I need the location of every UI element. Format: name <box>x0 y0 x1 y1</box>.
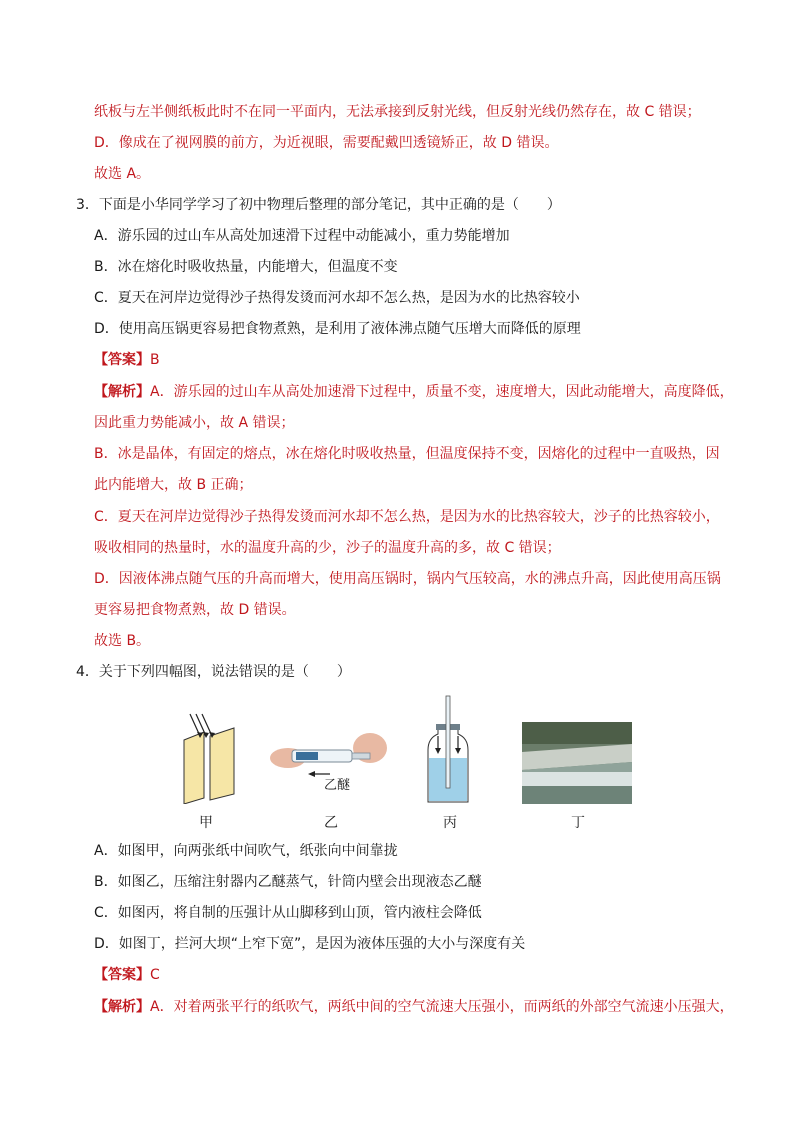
q4-answer <box>94 965 160 985</box>
q3-analysis-line-3: B．冰是晶体，有固定的熔点，冰在熔化时吸收热量，但温度保持不变，因熔化的过程中一直吸热，因 <box>94 446 720 462</box>
q4-stem: 4．关于下列四幅图，说法错误的是（ ） <box>76 664 351 680</box>
q3-analysis-text: A．游乐园的过山车从高处加速滑下过程中，质量不变，速度增大，因此动能增大，高度降低， <box>150 384 734 400</box>
q3-analysis-line-8: 更容易把食物煮熟，故 D 错误。 <box>94 602 296 618</box>
q4-analysis-tag: 【解析】 <box>94 999 150 1015</box>
q4-analysis-line-1 <box>94 997 734 1017</box>
q3-answer <box>94 350 160 370</box>
q4-option-a: A．如图甲，向两张纸中间吹气，纸张向中间靠拢 <box>94 843 398 859</box>
q2-conclusion: 故选 A。 <box>94 166 151 182</box>
q3-option-c: C．夏天在河岸边觉得沙子热得发烫而河水却不怎么热，是因为水的比热容较小 <box>94 290 580 306</box>
figure-jia-papers <box>176 712 248 804</box>
q4-analysis-text: A．对着两张平行的纸吹气，两纸中间的空气流速大压强小，而两纸的外部空气流速小压强大， <box>150 999 734 1015</box>
figure-label-bing: 丙 <box>443 815 457 831</box>
figure-label-ding: 丁 <box>571 815 585 831</box>
q3-answer-tag: 【答案】 <box>94 352 150 368</box>
q4-answer-tag: 【答案】 <box>94 967 150 983</box>
q4-option-d: D．如图丁，拦河大坝“上窄下宽”，是因为液体压强的大小与深度有关 <box>94 936 526 952</box>
figure-bing-bottle <box>424 694 472 804</box>
q4-answer-value: C <box>150 967 160 983</box>
q3-analysis-line-5: C．夏天在河岸边觉得沙子热得发烫而河水却不怎么热，是因为水的比热容较大，沙子的比热容较小， <box>94 509 720 525</box>
figure-label-yi: 乙 <box>324 815 338 831</box>
q3-option-d: D．使用高压锅更容易把食物煮熟，是利用了液体沸点随气压增大而降低的原理 <box>94 321 581 337</box>
ether-label: 乙醚 <box>324 778 351 793</box>
q2-analysis-line: 纸板与左半侧纸板此时不在同一平面内，无法承接到反射光线，但反射光线仍然存在，故 C 错误； <box>94 104 701 120</box>
q3-option-b: B．冰在熔化时吸收热量，内能增大，但温度不变 <box>94 259 398 275</box>
q3-stem: 3．下面是小华同学学习了初中物理后整理的部分笔记，其中正确的是（ ） <box>76 197 561 213</box>
q3-option-a: A．游乐园的过山车从高处加速滑下过程中动能减小，重力势能增加 <box>94 228 510 244</box>
q4-option-c: C．如图丙，将自制的压强计从山脚移到山顶，管内液柱会降低 <box>94 905 482 921</box>
figure-yi-syringe <box>266 728 388 782</box>
q3-analysis-line-7: D．因液体沸点随气压的升高而增大，使用高压锅时，锅内气压较高，水的沸点升高，因此使用高压锅 <box>94 571 721 587</box>
q4-option-b: B．如图乙，压缩注射器内乙醚蒸气，针筒内壁会出现液态乙醚 <box>94 874 482 890</box>
q3-conclusion: 故选 B。 <box>94 633 151 649</box>
q3-answer-value: B <box>150 352 160 368</box>
q3-analysis-line-1 <box>94 382 734 402</box>
q3-analysis-line-6: 吸收相同的热量时，水的温度升高的少，沙子的温度升高的多，故 C 错误； <box>94 540 561 556</box>
figure-ding-dam <box>522 722 632 804</box>
q3-analysis-line-4: 此内能增大，故 B 正确； <box>94 477 253 493</box>
q3-analysis-line-2: 因此重力势能减小，故 A 错误； <box>94 415 295 431</box>
q2-analysis-line-d: D．像成在了视网膜的前方，为近视眼，需要配戴凹透镜矫正，故 D 错误。 <box>94 135 559 151</box>
figure-label-jia: 甲 <box>199 815 213 831</box>
q3-analysis-tag: 【解析】 <box>94 384 150 400</box>
